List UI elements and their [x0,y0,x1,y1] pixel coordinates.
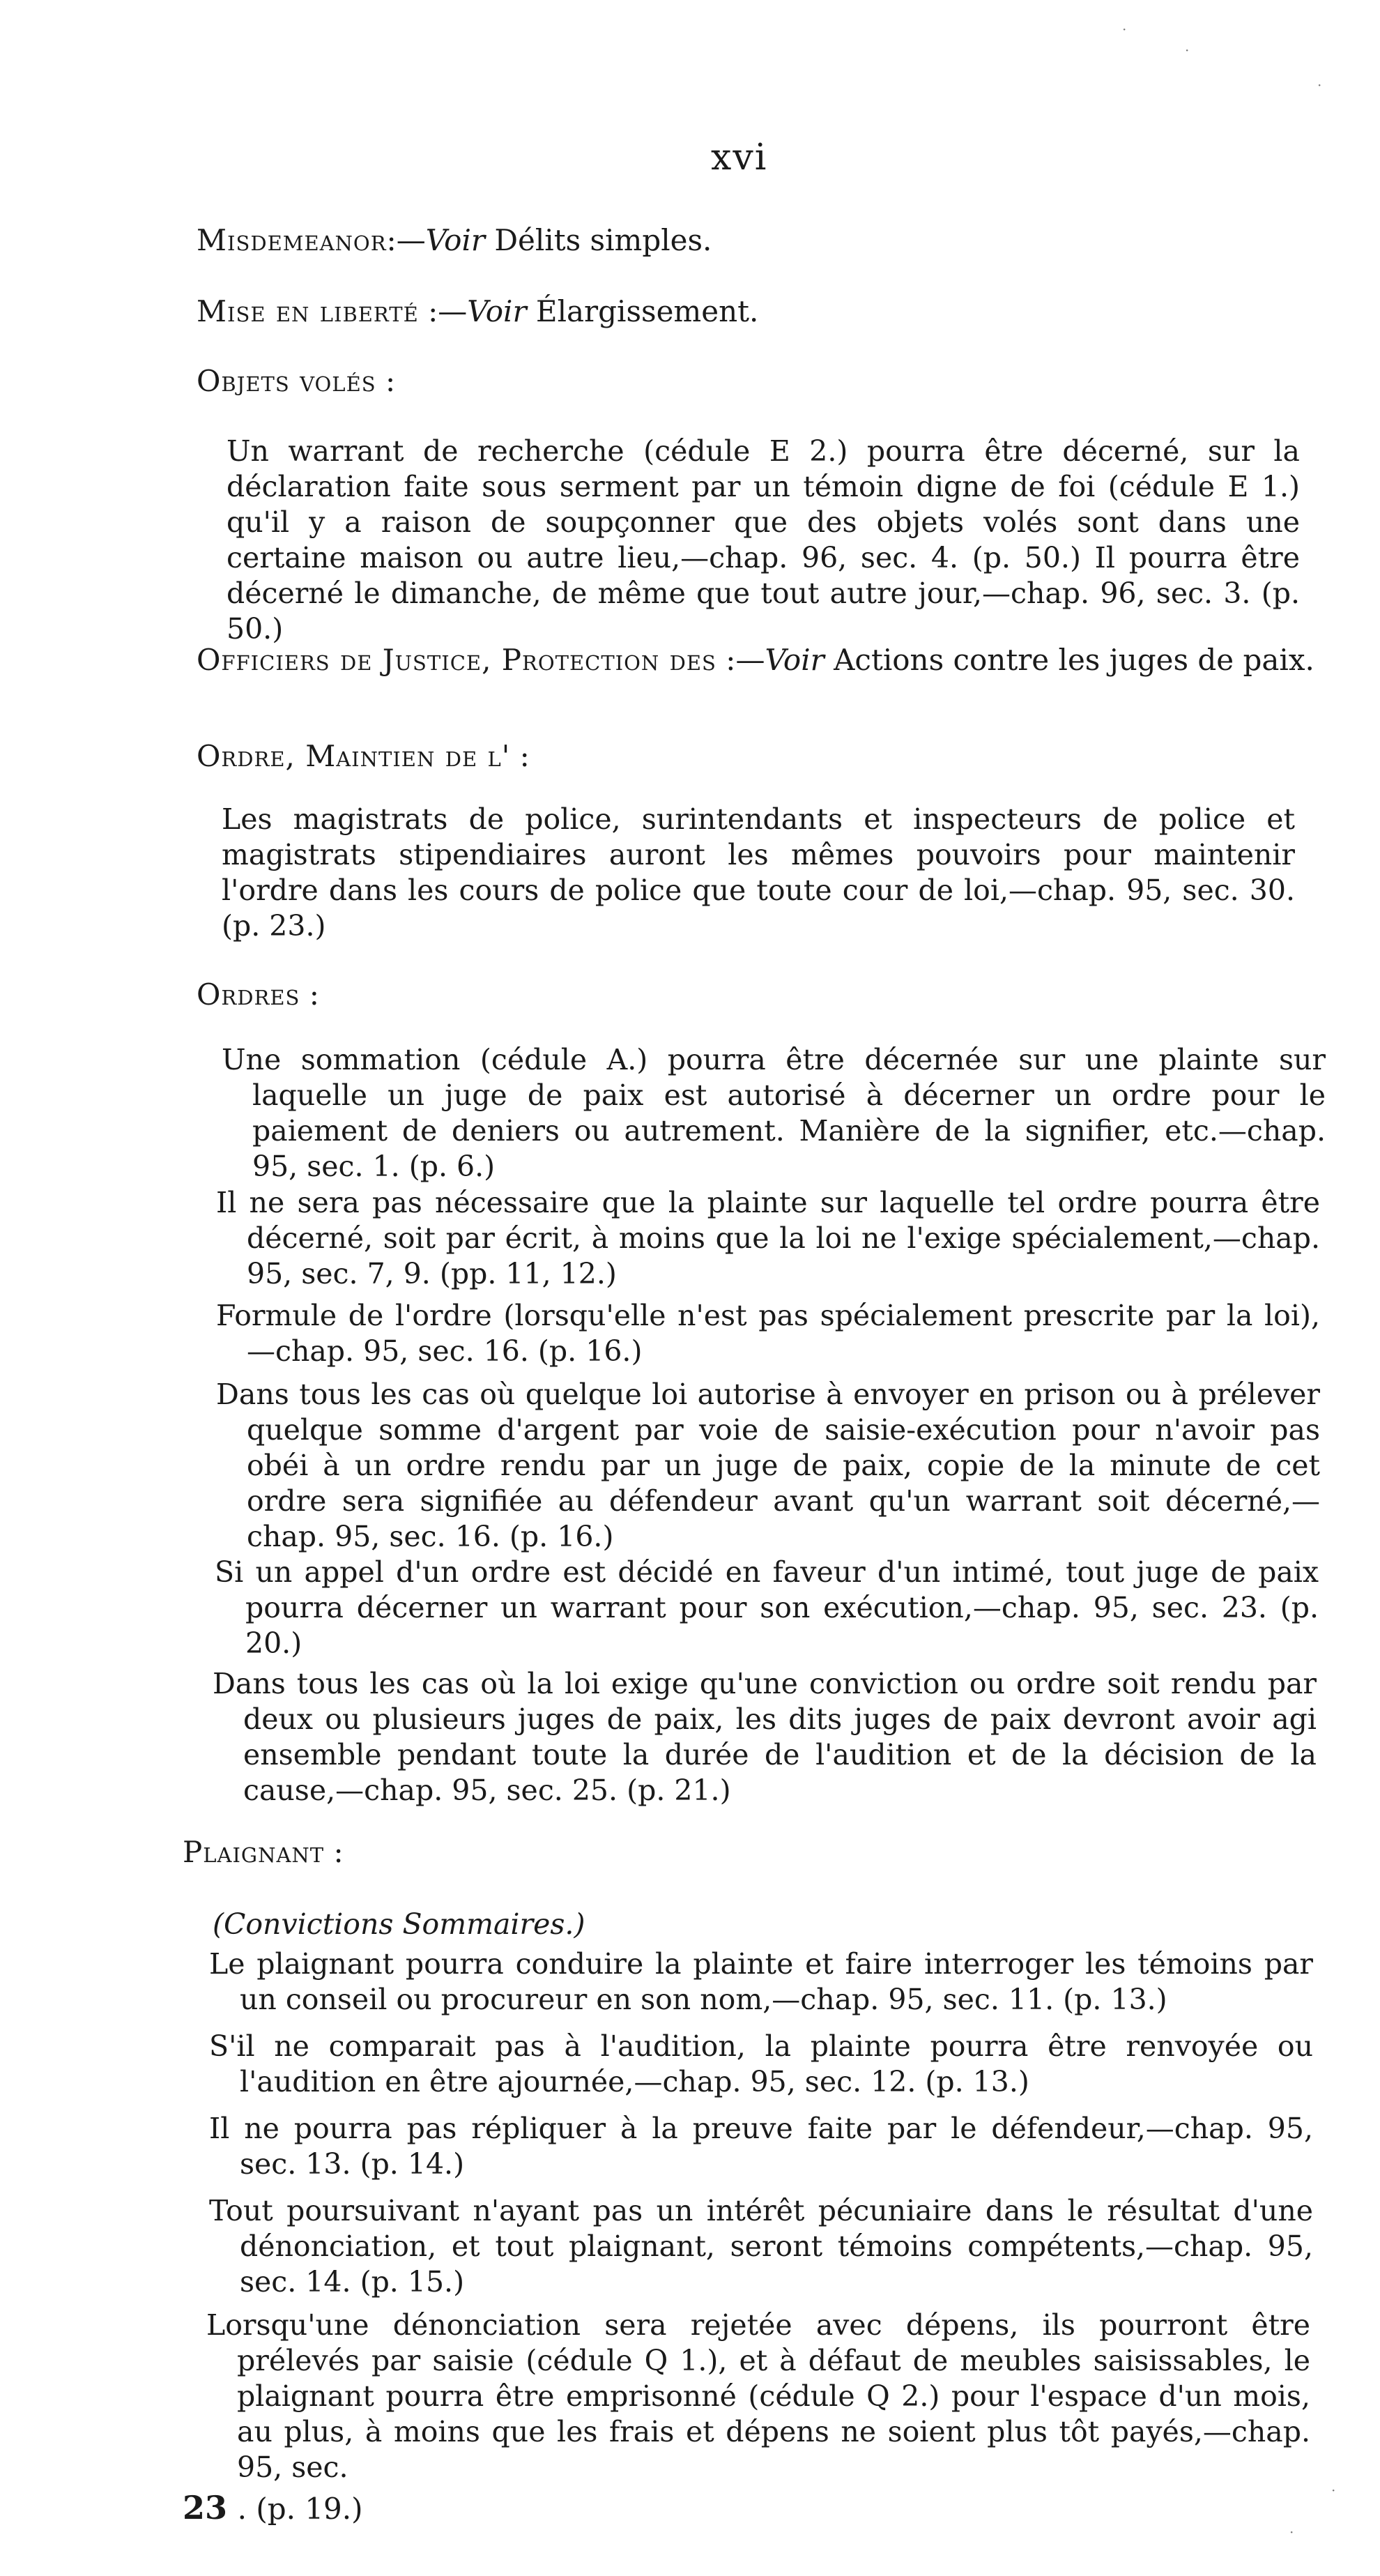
entry-objets-voles-1: Un warrant de recherche (cédule E 2.) pourra être décerné, sur la déclaration faite sous serment par un témoin digne de foi (cédule E 1.) qu'il y a raison de soupçonner que des objets volés sont dans une certaine maison ou autre lieu,—chap. 96, sec. 4. (p. 50.) Il pourra être décerné le dimanche, de même que tout autre jour,—chap. 96, sec. 3. (p. 50.) [227,434,1300,646]
print-speck: · [1317,77,1322,93]
subheading-convictions-sommaires: (Convictions Sommaires.) [213,1907,585,1941]
entry-ordres-2: Il ne sera pas nécessaire que la plainte sur laquelle tel ordre pourra être décerné, soit par écrit, à moins que la loi ne l'exige spécialement,—chap. 95, sec. 7, 9. (pp. 11, 12.) [216,1186,1320,1290]
print-speck: · [1331,2482,1336,2499]
heading-reference: Délits simples. [484,223,712,257]
section-heading-mise-en-liberte [197,293,1298,330]
print-speck: · [1289,2524,1294,2540]
heading-colon: : [324,1835,344,1869]
print-speck: · [1122,21,1127,38]
heading-dash: :— [386,223,426,257]
footer-continuation: . (p. 19.) [237,2492,363,2526]
entry-ordre-maintien-1: Les magistrats de police, surintendants et inspecteurs de police et magistrats stipendiaires auront les mêmes pouvoirs pour maintenir l'ordre dans les cours de police que toute cour de loi,—chap. 95, sec. 30. (p. 23.) [222,802,1295,943]
footer-line [183,2489,363,2527]
entry-ordres-6: Dans tous les cas où la loi exige qu'une conviction ou ordre soit rendu par deux ou plusieurs juges de paix, les dits juges de paix devront avoir agi ensemble pendant toute la durée de l'audition et de la décision de la cause,—chap. 95, sec. 25. (p. 21.) [213,1667,1317,1807]
section-heading-plaignant [183,1834,1284,1871]
heading-reference: Élargissement. [526,294,759,328]
heading-term: Misdemeanor [197,223,387,257]
section-heading-ordres [197,976,1298,1014]
entry-plaignant-5: Lorsqu'une dénonciation sera rejetée avec dépens, ils pourront être prélevés par saisie (cédule Q 1.), et à défaut de meubles saisissables, le plaignant pourra être emprisonné (cédule Q 2.) pour l'espace d'un mois, au plus, à moins que les frais et dépens ne soient plus tôt payés,—chap. 95, sec. [206,2308,1310,2484]
entry-ordres-3: Formule de l'ordre (lorsqu'elle n'est pas spécialement prescrite par la loi),—chap. 95, sec. 16. (p. 16.) [216,1299,1320,1368]
print-speck: · [1185,42,1190,59]
heading-reference: Actions contre les juges de paix. [824,643,1314,677]
section-heading-objets-voles [197,363,1298,400]
heading-term: Objets volés [197,364,376,398]
heading-term: Officiers de Justice, Protection des [197,643,716,677]
heading-term: Mise en liberté [197,294,419,328]
entry-ordres-4: Dans tous les cas où quelque loi autorise à envoyer en prison ou à prélever quelque somme d'argent par voie de saisie-exécution pour n'avoir pas obéi à un ordre rendu par un juge de paix, copie de la minute de cet ordre sera signifiée au défendeur avant qu'un warrant soit décerné,—chap. 95, sec. 16. (p. 16.) [216,1378,1320,1553]
section-heading-officiers-de-justice [197,641,1316,679]
entry-ordres-1: Une sommation (cédule A.) pourra être décernée sur une plainte sur laquelle un juge de paix est autorisé à décerner un ordre pour le paiement de deniers ou autrement. Manière de la signifier, etc.—chap. 95, sec. 1. (p. 6.) [222,1043,1326,1183]
section-heading-misdemeanor [197,222,1298,259]
heading-dash: :— [716,643,765,677]
entry-plaignant-1: Le plaignant pourra conduire la plainte et faire interroger les témoins par un conseil ou procureur en son nom,—chap. 95, sec. 11. (p. 13.) [209,1947,1313,2016]
heading-voir: Voir [425,223,485,257]
section-heading-ordre-maintien [197,738,1298,775]
heading-colon: : [300,977,319,1012]
entry-ordres-5: Si un appel d'un ordre est décidé en faveur d'un intimé, tout juge de paix pourra décerner un warrant pour son exécution,—chap. 95, sec. 23. (p. 20.) [215,1555,1319,1660]
heading-term: Ordre, Maintien de l' [197,739,511,773]
page-number: xvi [711,137,768,178]
heading-term: Plaignant [183,1835,325,1869]
entry-plaignant-2: S'il ne comparait pas à l'audition, la plainte pourra être renvoyée ou l'audition en être ajournée,—chap. 95, sec. 12. (p. 13.) [209,2029,1313,2098]
entry-plaignant-3: Il ne pourra pas répliquer à la preuve faite par le défendeur,—chap. 95, sec. 13. (p. 14.) [209,2112,1313,2181]
heading-voir: Voir [765,643,825,677]
heading-voir: Voir [467,294,527,328]
entry-plaignant-4: Tout poursuivant n'ayant pas un intérêt pécuniaire dans le résultat d'une dénonciation, et tout plaignant, seront témoins compétents,—chap. 95, sec. 14. (p. 15.) [209,2194,1313,2299]
heading-colon: : [510,739,530,773]
heading-dash: :— [418,294,468,328]
heading-term: Ordres [197,977,300,1012]
heading-colon: : [376,364,396,398]
signature-mark: 23 [183,2489,228,2527]
